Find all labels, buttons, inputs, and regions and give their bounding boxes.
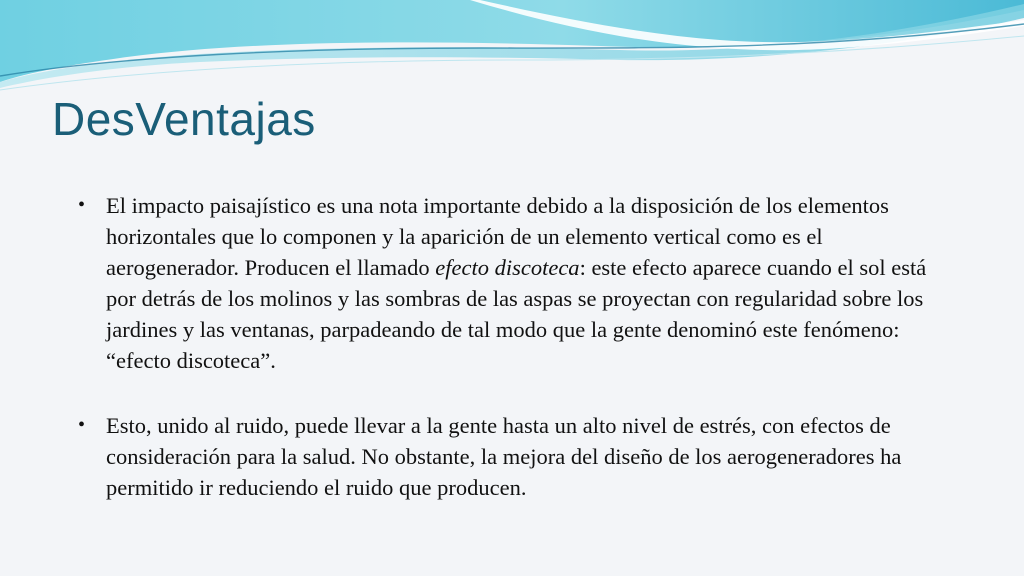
bullet-text-continuation: : este efecto aparece cuando el sol está por detrás de los molinos y las sombras de las aspas se proyectan con regularidad sobre los jardines y las ventanas, parpadeando de tal modo que la gente denominó este fenómeno: “efecto discoteca”.	[106, 255, 927, 373]
bullet-item	[76, 190, 956, 376]
header-wave-decoration	[0, 0, 1024, 100]
bullet-text: El impacto paisajístico es una nota importante debido a la disposición de los elementos horizontales que lo componen y la aparición de un elemento vertical como es el aerogenerador. Producen el llamado	[106, 193, 889, 280]
slide-title: DesVentajas	[52, 93, 316, 145]
bullet-item	[76, 410, 956, 503]
bullet-list	[76, 190, 956, 503]
bullet-marker: •	[78, 414, 86, 436]
bullet-marker: •	[78, 194, 86, 216]
emphasis-term: efecto discoteca	[435, 255, 580, 280]
bullet-text: Esto, unido al ruido, puede llevar a la gente hasta un alto nivel de estrés, con efectos de consideración para la salud. No obstante, la mejora del diseño de los aerogeneradores ha permitido ir reduciendo el ruido que producen.	[106, 413, 902, 500]
